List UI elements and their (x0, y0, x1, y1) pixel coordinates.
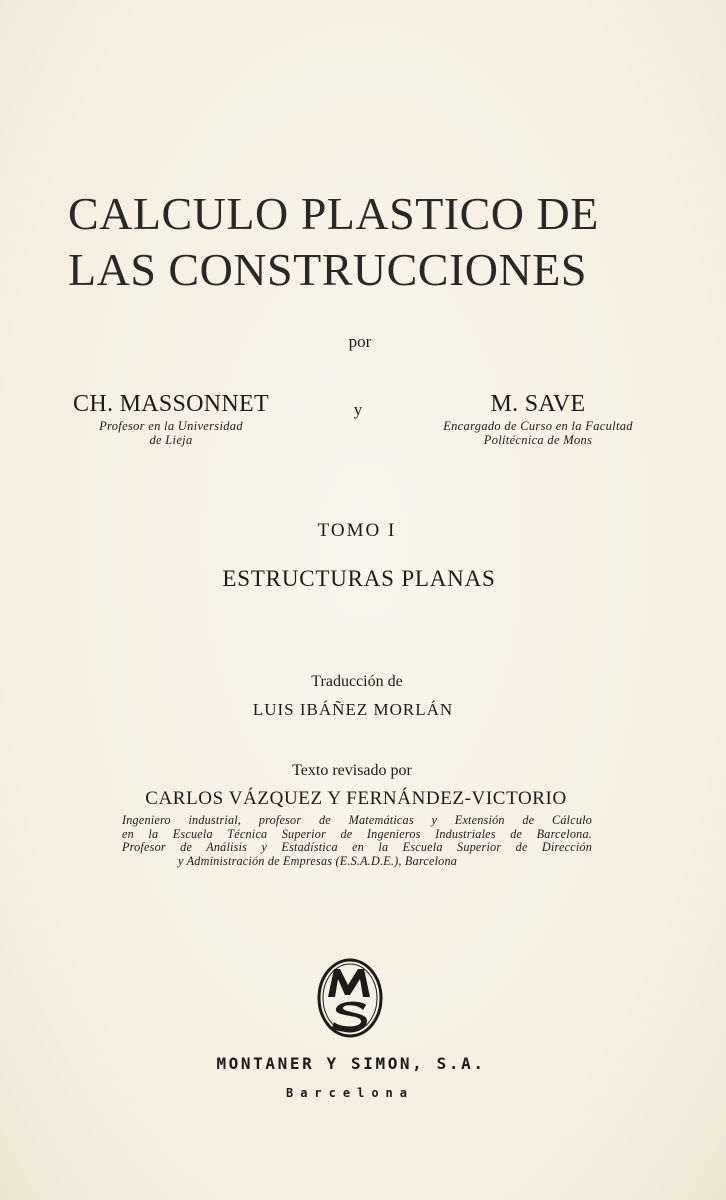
reviser-description-line-4: y Administración de Empresas (E.S.A.D.E.), Barcelona (178, 853, 458, 868)
by-label: por (348, 332, 372, 351)
book-subtitle: ESTRUCTURAS PLANAS (222, 566, 496, 591)
author-affiliation-line-1: Profesor en la Universidad (99, 419, 243, 433)
revision-label: Texto revisado por (292, 762, 412, 779)
book-title (68, 186, 668, 298)
book-title-line-1: CALCULO PLASTICO DE (68, 188, 599, 239)
reviser-description (122, 814, 592, 868)
publisher-name: MONTANER Y SIMON, S.A. (216, 1054, 486, 1073)
and-label: y (353, 400, 363, 419)
author-save (416, 389, 660, 447)
publisher-monogram-icon (316, 957, 384, 1039)
reviser-name: CARLOS VÁZQUEZ Y FERNÁNDEZ-VICTORIO (145, 788, 567, 809)
translation-label: Traducción de (311, 673, 403, 690)
author-affiliation-line-2: Politécnica de Mons (483, 433, 593, 447)
translator-name: LUIS IBÁÑEZ MORLÁN (252, 700, 454, 719)
reviser-description-line-1: Ingeniero industrial, profesor de Matemáticas y Extensión de Cálculo (122, 813, 592, 827)
volume-label: TOMO I (317, 520, 397, 541)
reviser-description-line-2: en la Escuela Técnica Superior de Ingenieros Industriales de Barcelona. (122, 826, 592, 841)
publisher-city: Barcelona (285, 1086, 415, 1100)
author-name: M. SAVE (490, 391, 586, 417)
author-name: CH. MASSONNET (73, 391, 269, 417)
author-affiliation-line-2: de Lieja (149, 433, 193, 447)
book-title-line-2: LAS CONSTRUCCIONES (68, 244, 587, 295)
reviser-description-line-3: Profesor de Análisis y Estadística en la Escuela Superior de Dirección (122, 840, 592, 855)
author-affiliation-line-1: Encargado de Curso en la Facultad (443, 419, 633, 433)
